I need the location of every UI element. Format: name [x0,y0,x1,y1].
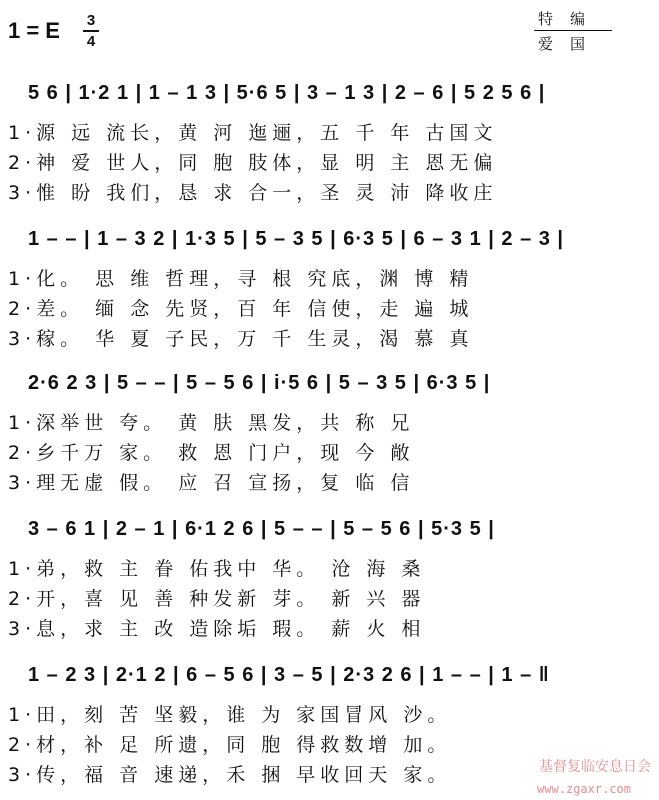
credit-top: 特编 [538,10,603,28]
lyric-3-verse-1: 1·深举世 夸。 黄 肤 黑发，共 称 兄 [8,412,415,434]
lyric-4-verse-1: 1·弟，救 主 眷 佑我中 华。 沧 海 桑 [8,558,426,580]
lyric-4-verse-2: 2·开，喜 见 善 种发新 芽。 新 兴 器 [8,588,426,610]
lyric-2-verse-3: 3·稼。 华 夏 子民，万 千 生灵，渴 慕 真 [8,328,474,350]
key-signature: 1 = E [8,18,60,43]
lyric-5-verse-2: 2·材，补 足 所遗，同 胞 得救数增 加。 [8,734,452,756]
notation-line-4: 3 – 6 1 | 2 – 1 | 6·1 2 6 | 5 – – | 5 – 5 6 | 5·3 5 | [28,518,495,540]
lyric-3-verse-3: 3·理无虚 假。 应 召 宣扬，复 临 信 [8,472,415,494]
credit-divider [534,30,612,31]
lyric-5-verse-3: 3·传，福 音 速递，禾 捆 早收回天 家。 [8,764,452,786]
lyric-1-verse-2: 2·神 爱 世人，同 胞 肢体，显 明 主 恩无偏 [8,152,498,174]
lyric-1-verse-1: 1·源 远 流长，黄 河 迤逦，五 千 年 古国文 [8,122,498,144]
watermark-url: www.zgaxr.com [537,782,631,796]
meter-bar [83,30,99,32]
notation-line-3: 2·6 2 3 | 5 – – | 5 – 5 6 | i·5 6 | 5 – 3 5 | 6·3 5 | [28,372,491,394]
lyric-4-verse-3: 3·息，求 主 改 造除垢 瑕。 薪 火 相 [8,618,426,640]
notation-line-1: 5 6 | 1·2 1 | 1 – 1 3 | 5·6 5 | 3 – 1 3 | 2 – 6 | 5 2 5 6 | [28,82,546,104]
meter-top: 3 [86,12,96,29]
lyric-3-verse-2: 2·乡千万 家。 救 恩 门户，现 今 敞 [8,442,415,464]
notation-line-2: 1 – – | 1 – 3 2 | 1·3 5 | 5 – 3 5 | 6·3 5 | 6 – 3 1 | 2 – 3 | [28,228,565,250]
notation-line-5: 1 – 2 3 | 2·1 2 | 6 – 5 6 | 3 – 5 | 2·3 2 6 | 1 – – | 1 – ‖ [28,664,550,686]
lyric-2-verse-2: 2·差。 缅 念 先贤，百 年 信使，走 遍 城 [8,298,474,320]
watermark-text: 基督复临安息日会 [539,759,651,775]
meter-bottom: 4 [86,32,96,50]
time-signature [80,12,102,50]
lyric-5-verse-1: 1·田，刻 苦 坚毅，谁 为 家国冒风 沙。 [8,704,452,726]
lyric-2-verse-1: 1·化。 思 维 哲理，寻 根 究底，渊 博 精 [8,268,474,290]
lyric-1-verse-3: 3·惟 盼 我们，恳 求 合一，圣 灵 沛 降收庄 [8,182,498,204]
credit-bottom: 爱国 [538,35,603,53]
